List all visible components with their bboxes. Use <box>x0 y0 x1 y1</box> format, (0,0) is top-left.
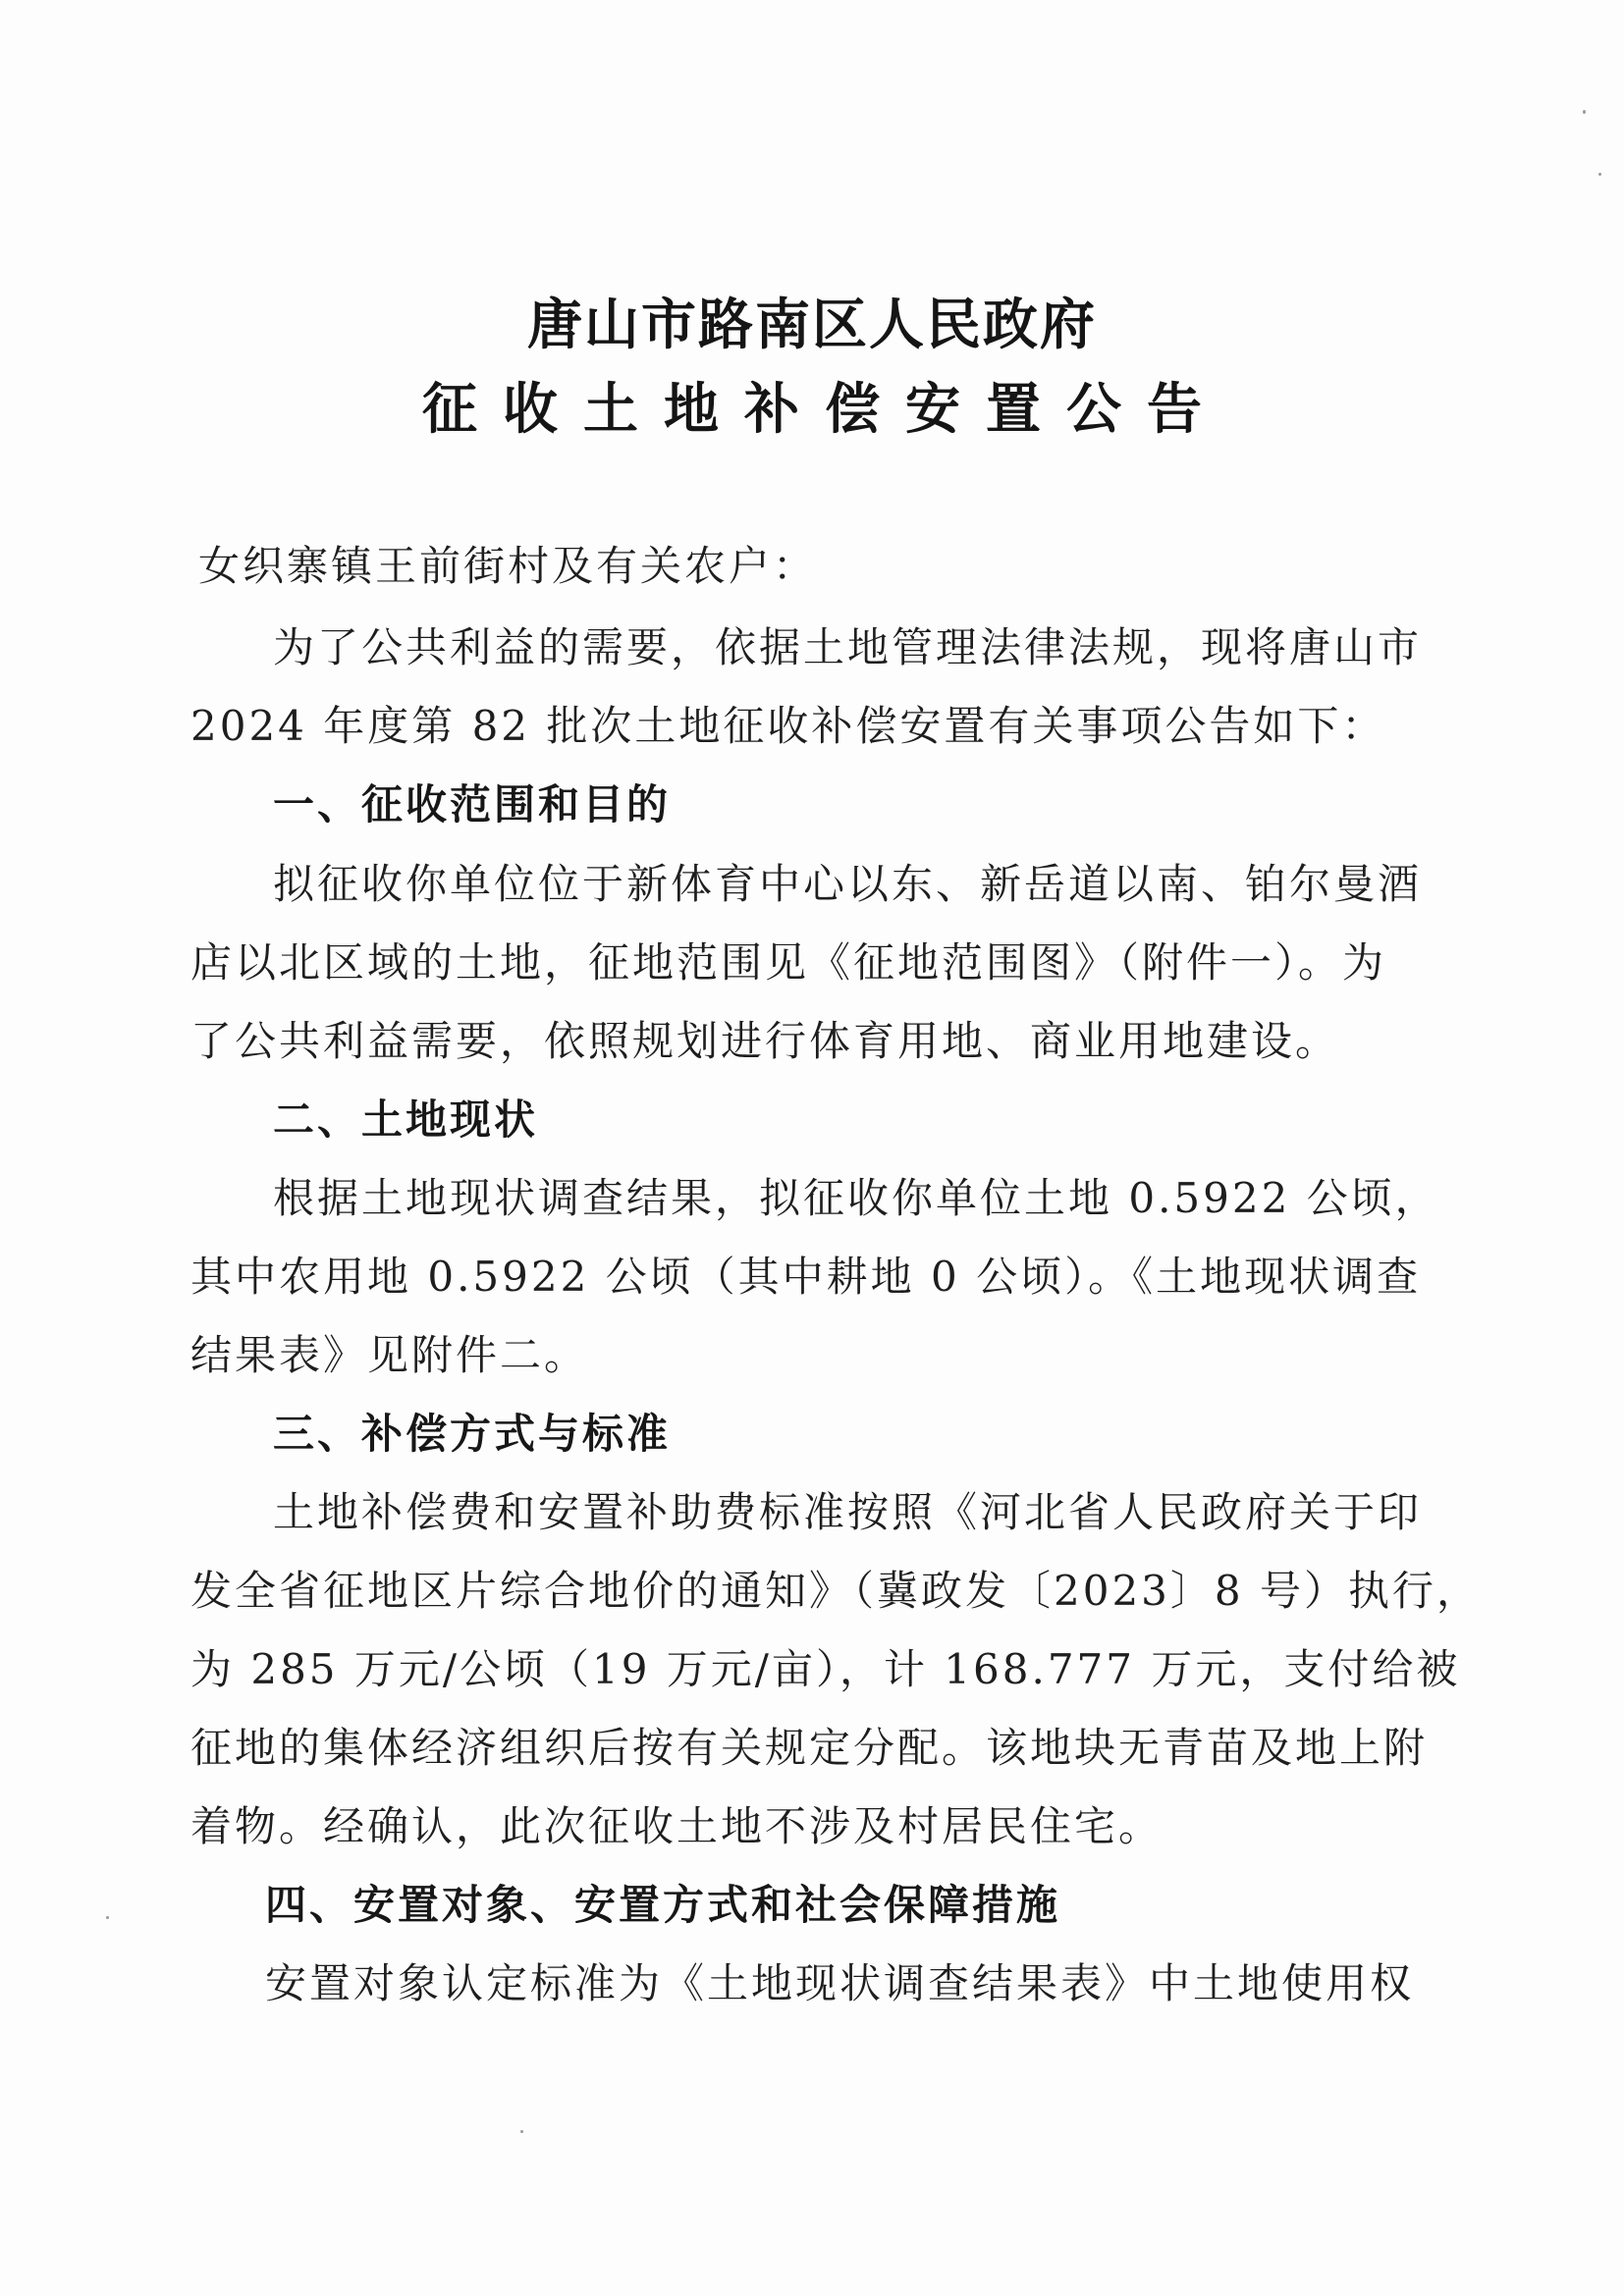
section-1-heading: 一、征收范围和目的 <box>273 780 672 828</box>
section-3-line-4: 征地的集体经济组织后按有关规定分配。该地块无青苗及地上附 <box>190 1724 1429 1772</box>
section-3-heading: 三、补偿方式与标准 <box>273 1410 672 1458</box>
scan-speck <box>106 1916 109 1919</box>
section-4-line-1: 安置对象认定标准为《土地现状调查结果表》中土地使用权 <box>265 1959 1415 2007</box>
scan-speck <box>1598 173 1601 176</box>
section-1-line-3: 了公共利益需要，依照规划进行体育用地、商业用地建设。 <box>190 1017 1340 1065</box>
section-3-line-1: 土地补偿费和安置补助费标准按照《河北省人民政府关于印 <box>273 1488 1423 1536</box>
document-title-issuer: 唐山市路南区人民政府 <box>527 293 1097 357</box>
document-title-subject: 征收土地补偿安置公告 <box>422 377 1227 442</box>
scan-speck <box>1583 110 1586 114</box>
scan-speck <box>520 2130 523 2133</box>
section-3-line-5: 着物。经确认，此次征收土地不涉及村居民住宅。 <box>190 1802 1164 1850</box>
section-3-line-3: 为 285 万元/公顷（19 万元/亩），计 168.777 万元，支付给被 <box>190 1645 1461 1693</box>
section-1-line-2: 店以北区域的土地，征地范围见《征地范围图》（附件一）。为 <box>190 938 1387 987</box>
section-2-heading: 二、土地现状 <box>273 1095 539 1144</box>
intro-line-2: 2024 年度第 82 批次土地征收补偿安置有关事项公告如下： <box>190 702 1386 750</box>
salutation: 女织寨镇王前街村及有关农户： <box>198 542 818 590</box>
section-2-line-1: 根据土地现状调查结果，拟征收你单位土地 0.5922 公顷， <box>273 1174 1439 1222</box>
section-4-heading: 四、安置对象、安置方式和社会保障措施 <box>265 1881 1061 1929</box>
section-1-line-1: 拟征收你单位位于新体育中心以东、新岳道以南、铂尔曼酒 <box>273 860 1423 908</box>
section-2-line-3: 结果表》见附件二。 <box>190 1331 589 1379</box>
section-2-line-2: 其中农用地 0.5922 公顷（其中耕地 0 公顷）。《土地现状调查 <box>190 1253 1422 1301</box>
section-3-line-2: 发全省征地区片综合地价的通知》（冀政发〔2023〕8 号）执行， <box>190 1567 1481 1615</box>
intro-line-1: 为了公共利益的需要，依据土地管理法律法规，现将唐山市 <box>273 623 1423 671</box>
